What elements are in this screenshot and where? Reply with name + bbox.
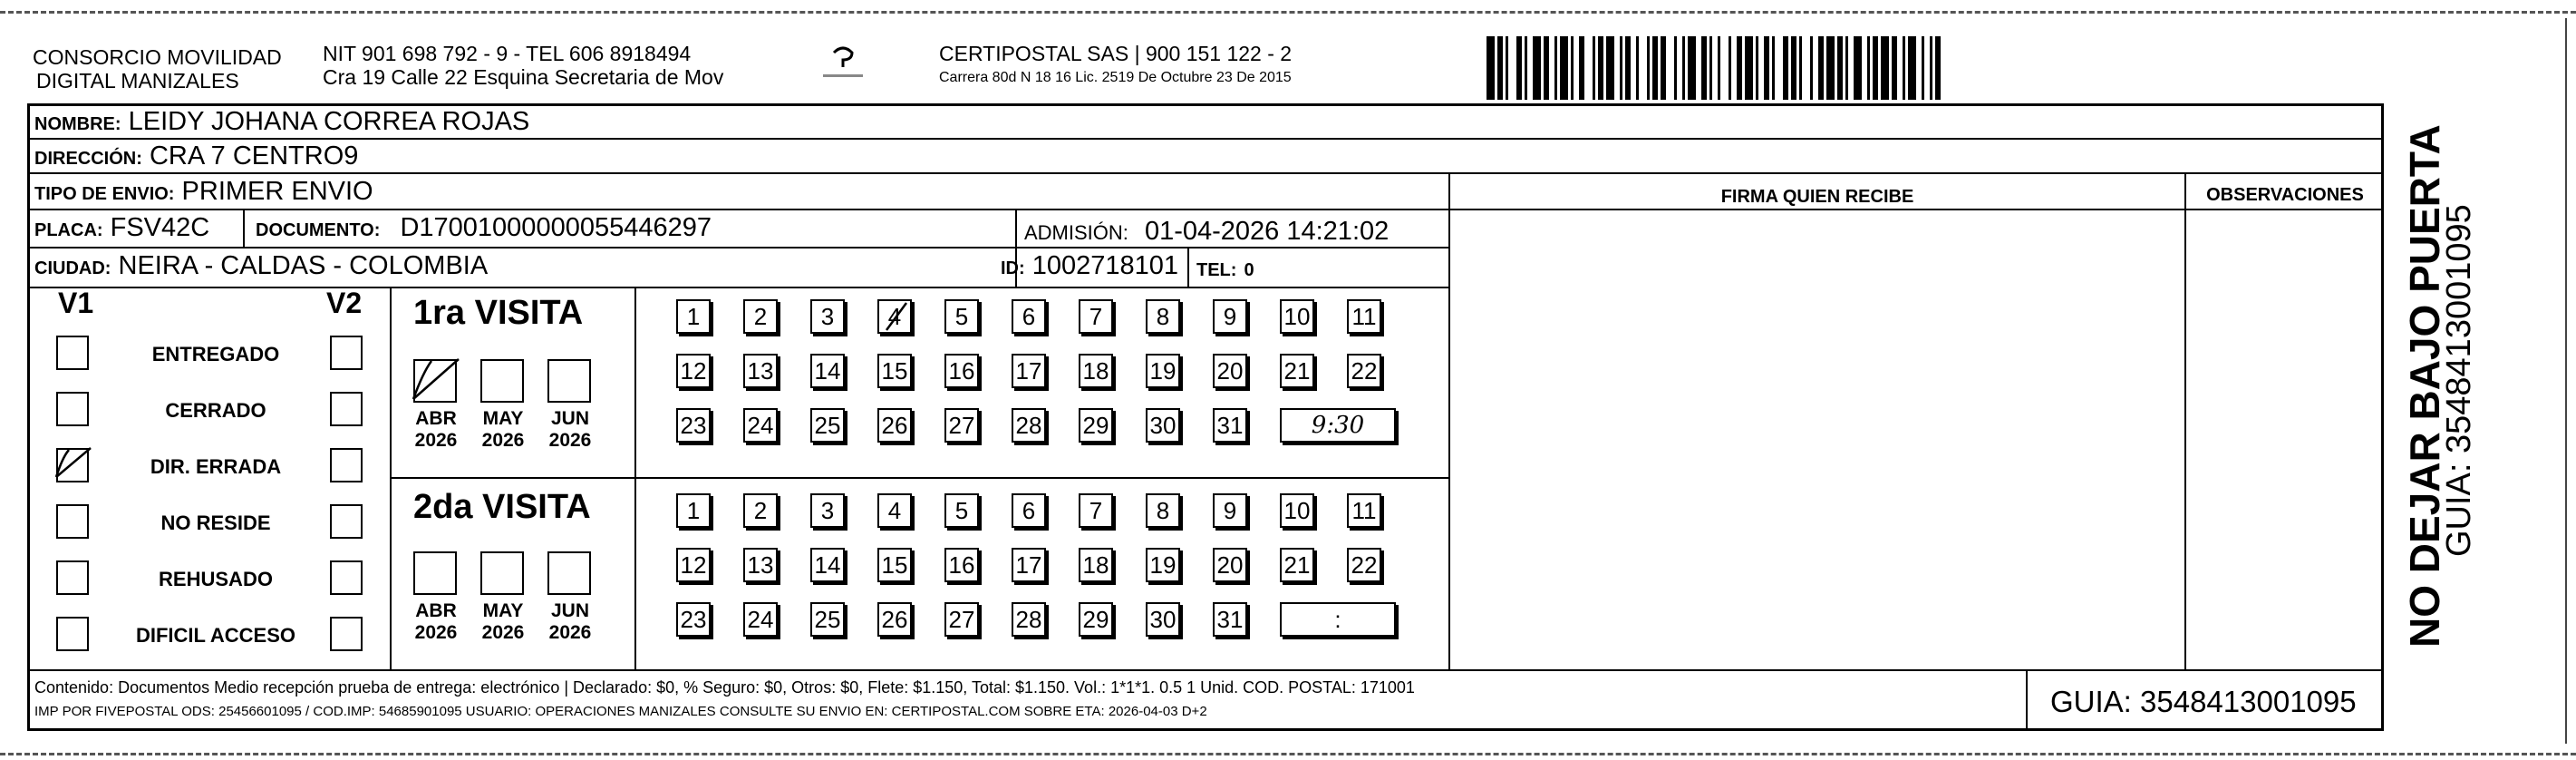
visit1-day[interactable]: 22 [1347,354,1381,388]
documento-value: D17001000000055446297 [400,213,712,242]
nombre-value: LEIDY JOHANA CORREA ROJAS [128,107,530,136]
visit1-day[interactable]: 14 [810,354,845,388]
warning-text: NO DEJAR BAJO PUERTA [2401,124,2448,648]
id-field [1001,250,1178,284]
visit2-day[interactable]: 2 [743,493,778,528]
visit1-day[interactable]: 25 [810,408,845,443]
visit2-day[interactable]: 8 [1146,493,1180,528]
visit2-day[interactable]: 29 [1079,602,1113,637]
visit1-title: 1ra VISITA [413,294,584,332]
courier-line-2: Carrera 80d N 18 16 Lic. 2519 De Octubre 23 De 2015 [939,70,1292,85]
placa-field [34,212,209,246]
company-nit [323,42,723,89]
visit1-day[interactable]: 20 [1213,354,1247,388]
visit2-time-box[interactable]: : [1280,602,1396,637]
visit2-month-label [471,600,535,644]
v2-checkbox[interactable] [330,392,363,426]
visit1-day[interactable]: 15 [877,354,912,388]
v2-label: V2 [326,287,363,319]
visit2-month-label [538,600,602,644]
month-name: ABR [415,600,457,621]
company-line-2: DIGITAL MANIZALES [36,69,239,93]
visit1-day[interactable]: 24 [743,408,778,443]
visit2-day[interactable]: 14 [810,548,845,582]
footer-content: Contenido: Documentos Medio recepción prueba de entrega: electrónico | Declarado: $0, % Seguro: $0, Otros: $0, Flete: $1.150, Total: $1.150. Vol.: 1*1*1. 0.5 1 Unid. COD. POSTAL: 171001 [34,678,1415,697]
admision-label: ADMISIÓN: [1024,221,1128,244]
observations-header: OBSERVACIONES [2206,185,2364,205]
ciudad-label: CIUDAD: [34,258,111,278]
v2-checkbox[interactable] [330,336,363,370]
month-year: 2026 [548,430,592,451]
col-divider [1187,247,1189,287]
tel-value: 0 [1244,260,1254,280]
visit2-day[interactable]: 19 [1146,548,1180,582]
guia-number: GUIA: 3548413001095 [2050,685,2357,718]
visit2-day[interactable]: 24 [743,602,778,637]
visit2-day[interactable]: 22 [1347,548,1381,582]
visit1-day[interactable]: 9 [1213,299,1247,334]
direccion-row [34,141,358,174]
check-mark-icon [410,356,466,403]
tipo-envio-row [34,176,373,209]
admision-field [1024,216,1389,248]
certipostal-logo-icon [816,40,870,85]
visit2-month-checkbox[interactable] [480,551,524,595]
id-value: 1002718101 [1031,251,1179,280]
month-name: ABR [415,408,457,429]
courier-info [939,42,1292,87]
visit1-day[interactable]: 12 [676,354,711,388]
visit1-month-label [538,408,602,452]
month-year: 2026 [414,622,458,643]
nit-line-2: Cra 19 Calle 22 Esquina Secretaria de Mov [323,65,724,89]
col-divider [243,209,245,247]
visit1-day[interactable]: 17 [1012,354,1046,388]
col-divider [2026,669,2028,731]
row-divider [27,172,2384,174]
v1-checkbox[interactable] [56,560,89,595]
row-divider [27,287,1450,288]
visit2-day[interactable]: 16 [944,548,979,582]
visit2-day[interactable]: 25 [810,602,845,637]
tel-field [1196,252,1254,286]
direccion-label: DIRECCIÓN: [34,149,142,169]
v1-checkbox[interactable] [56,504,89,539]
v2-checkbox[interactable] [330,504,363,539]
visit1-day[interactable]: 26 [877,408,912,443]
visit1-day[interactable]: 28 [1012,408,1046,443]
visit1-day[interactable]: 30 [1146,408,1180,443]
visit1-day[interactable]: 1 [676,299,711,334]
visit2-day[interactable]: 31 [1213,602,1247,637]
row-divider [27,669,2384,671]
month-year: 2026 [481,622,525,643]
visit1-day[interactable]: 10 [1280,299,1314,334]
visit2-day[interactable]: 3 [810,493,845,528]
visit2-day[interactable]: 27 [944,602,979,637]
bottom-cut-line [0,753,2576,755]
visit1-month-checkbox[interactable] [547,359,591,403]
visit1-day[interactable]: 4 [877,299,912,334]
nit-line-1: NIT 901 698 792 - 9 - TEL 606 8918494 [323,42,692,65]
visit2-day[interactable]: 12 [676,548,711,582]
visit2-day[interactable]: 26 [877,602,912,637]
visit1-day[interactable]: 29 [1079,408,1113,443]
v2-checkbox[interactable] [330,560,363,595]
placa-label: PLACA: [34,220,103,240]
visit-divider [390,477,1450,479]
direccion-value: CRA 7 CENTRO9 [149,141,359,171]
visit2-title: 2da VISITA [413,488,591,526]
visit2-day[interactable]: 15 [877,548,912,582]
visit1-day[interactable]: 16 [944,354,979,388]
visit1-month-label [404,408,468,452]
visit2-day[interactable]: 13 [743,548,778,582]
courier-line-1: CERTIPOSTAL SAS | 900 151 122 - 2 [939,42,1293,65]
month-name: JUN [550,408,589,429]
visit1-time-box[interactable]: 9:30 [1280,408,1396,443]
visit2-day[interactable]: 4 [877,493,912,528]
v1-checkbox[interactable] [56,392,89,426]
visit1-day[interactable]: 8 [1146,299,1180,334]
ciudad-value: NEIRA - CALDAS - COLOMBIA [118,251,489,280]
reason-label: REHUSADO [159,568,273,590]
check-mark-icon [53,444,98,481]
reason-label: CERRADO [165,399,266,422]
reason-label: NO RESIDE [160,512,271,534]
reason-label: DIFICIL ACCESO [135,624,295,647]
signature-header: FIRMA QUIEN RECIBE [1720,187,1914,207]
v2-checkbox[interactable] [330,448,363,482]
visit2-month-label [404,600,468,644]
visit1-day[interactable]: 18 [1079,354,1113,388]
visit2-day[interactable]: 5 [944,493,979,528]
nombre-label: NOMBRE: [34,114,121,134]
tipo-envio-label: TIPO DE ENVIO: [34,184,175,204]
visit1-day[interactable]: 3 [810,299,845,334]
v1-checkbox[interactable] [56,617,89,651]
v1-checkbox[interactable] [56,448,89,482]
visit1-day[interactable]: 2 [743,299,778,334]
visit2-day[interactable]: 30 [1146,602,1180,637]
visit2-day[interactable]: 21 [1280,548,1314,582]
ciudad-field [34,250,488,284]
visit2-day[interactable]: 1 [676,493,711,528]
visit2-day[interactable]: 7 [1079,493,1113,528]
visit2-month-checkbox[interactable] [547,551,591,595]
id-label: ID: [1001,258,1025,278]
observations-box[interactable] [2186,210,2384,669]
placa-value: FSV42C [110,213,210,242]
side-guia: GUIA: 3548413001095 [2440,204,2478,557]
v1-checkbox[interactable] [56,336,89,370]
nombre-row [34,106,529,140]
visit2-day[interactable]: 20 [1213,548,1247,582]
visit1-month-checkbox[interactable] [413,359,457,403]
visit1-month-checkbox[interactable] [480,359,524,403]
visit2-day[interactable]: 17 [1012,548,1046,582]
v1-label: V1 [58,287,94,319]
month-year: 2026 [481,430,525,451]
visit1-day[interactable]: 23 [676,408,711,443]
visit1-day[interactable]: 11 [1347,299,1381,334]
visit1-day[interactable]: 31 [1213,408,1247,443]
visit1-day[interactable]: 21 [1280,354,1314,388]
visit2-day[interactable]: 18 [1079,548,1113,582]
visit2-day[interactable]: 9 [1213,493,1247,528]
company-name [33,45,282,93]
month-year: 2026 [414,430,458,451]
documento-label: DOCUMENTO: [256,220,381,240]
tel-label: TEL: [1196,260,1237,280]
visit1-day[interactable]: 27 [944,408,979,443]
reason-label: ENTREGADO [151,343,280,365]
company-line-1: CONSORCIO MOVILIDAD [33,45,282,69]
month-name: JUN [550,600,589,621]
top-cut-line [0,11,2576,14]
visit1-day[interactable]: 19 [1146,354,1180,388]
visit2-day[interactable]: 28 [1012,602,1046,637]
visit1-day[interactable]: 6 [1012,299,1046,334]
barcode-image [1487,36,2212,100]
right-edge-line [2565,18,2567,744]
visit2-day[interactable]: 23 [676,602,711,637]
reason-label: DIR. ERRADA [150,455,282,478]
visit1-day[interactable]: 5 [944,299,979,334]
month-name: MAY [482,408,524,429]
visit1-month-label [471,408,535,452]
footer-printing: IMP POR FIVEPOSTAL ODS: 25456601095 / COD.IMP: 54685901095 USUARIO: OPERACIONES MANIZALES CONSULTE SU ENVIO EN: CERTIPOSTAL.COM SOBRE ETA: 2026-04-03 D+2 [34,704,1207,719]
visit2-day[interactable]: 10 [1280,493,1314,528]
visit2-month-checkbox[interactable] [413,551,457,595]
month-year: 2026 [548,622,592,643]
documento-field [256,212,712,246]
month-name: MAY [482,600,524,621]
visit1-day[interactable]: 7 [1079,299,1113,334]
signature-box[interactable] [1450,210,2184,669]
visit2-day[interactable]: 11 [1347,493,1381,528]
v2-checkbox[interactable] [330,617,363,651]
visit1-day[interactable]: 13 [743,354,778,388]
tipo-envio-value: PRIMER ENVIO [181,177,373,206]
visit2-day[interactable]: 6 [1012,493,1046,528]
admision-value: 01-04-2026 14:21:02 [1144,217,1390,246]
